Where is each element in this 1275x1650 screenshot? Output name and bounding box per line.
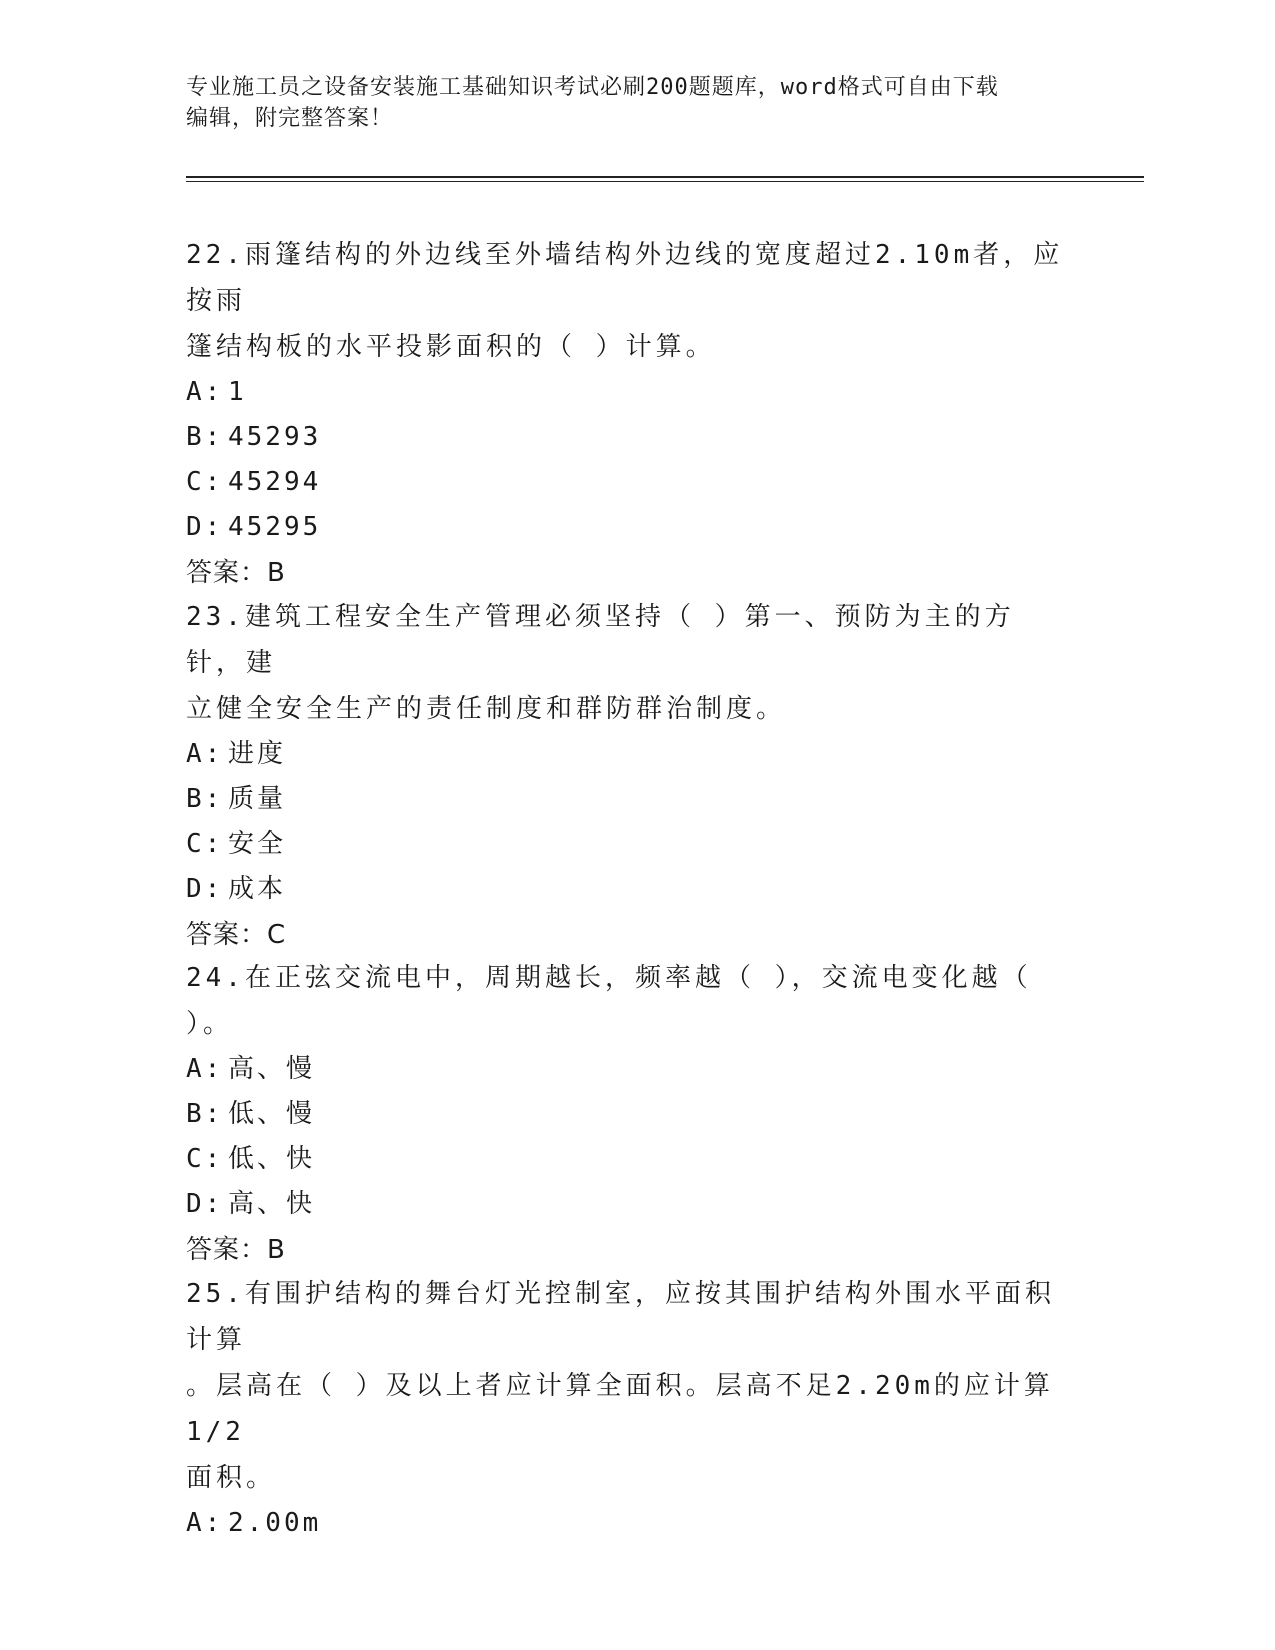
question-22 [186,232,1066,596]
option-letter: B: [186,422,224,452]
option-b [186,777,1066,822]
option-text: 1 [228,377,247,407]
option-a [186,1047,1066,1092]
header-line-2: 编辑，附完整答案！ [186,106,394,131]
answer-line: 答案：B [186,558,286,588]
option-c [186,822,1066,867]
option-text: 高、快 [228,1189,316,1219]
header-line-1: 专业施工员之设备安装施工基础知识考试必刷200题题库，word格式可自由下载 [186,75,999,100]
question-stem-line: 篷结构板的水平投影面积的（ ）计算。 [186,332,716,362]
option-letter: B: [186,1099,224,1129]
header-divider-thin [186,181,1144,182]
option-letter: D: [186,874,224,904]
option-a [186,1501,1066,1546]
option-text: 进度 [228,739,287,769]
question-stem-line: 。层高在（ ）及以上者应计算全面积。层高不足2.20m的应计算1/2 [186,1371,1054,1447]
header-divider-thick [186,176,1144,178]
option-text: 安全 [228,829,287,859]
question-stem-line: 24.在正弦交流电中，周期越长，频率越（ ），交流电变化越（ ）。 [186,963,1032,1039]
question-stem-line: 25.有围护结构的舞台灯光控制室，应按其围护结构外围水平面积计算 [186,1279,1055,1355]
question-stem-line: 面积。 [186,1463,277,1493]
question-stem-line: 立健全安全生产的责任制度和群防群治制度。 [186,694,787,724]
option-letter: A: [186,739,224,769]
answer-line: 答案：C [186,920,287,950]
option-letter: C: [186,829,224,859]
question-24 [186,955,1066,1273]
option-d [186,867,1066,912]
option-a [186,732,1066,777]
question-25 [186,1271,1066,1546]
answer-line: 答案：B [186,1235,286,1265]
option-d [186,1182,1066,1227]
option-text: 低、快 [228,1144,316,1174]
option-text: 成本 [228,874,287,904]
option-letter: A: [186,1054,224,1084]
option-text: 低、慢 [228,1099,316,1129]
option-b [186,415,1066,460]
question-23 [186,594,1066,958]
option-d [186,505,1066,550]
option-letter: A: [186,377,224,407]
option-text: 质量 [228,784,287,814]
document-header [186,72,1066,134]
option-text: 45294 [228,467,322,497]
option-c [186,1137,1066,1182]
option-text: 2.00m [228,1508,322,1538]
question-stem-line: 22.雨篷结构的外边线至外墙结构外边线的宽度超过2.10m者，应按雨 [186,240,1064,316]
option-text: 45293 [228,422,322,452]
option-letter: C: [186,467,224,497]
option-c [186,460,1066,505]
option-text: 高、慢 [228,1054,316,1084]
option-letter: C: [186,1144,224,1174]
option-letter: D: [186,1189,224,1219]
option-text: 45295 [228,512,322,542]
option-b [186,1092,1066,1137]
option-letter: D: [186,512,224,542]
question-stem-line: 23.建筑工程安全生产管理必须坚持（ ）第一、预防为主的方针，建 [186,602,1015,678]
option-letter: B: [186,784,224,814]
option-a [186,370,1066,415]
option-letter: A: [186,1508,224,1538]
